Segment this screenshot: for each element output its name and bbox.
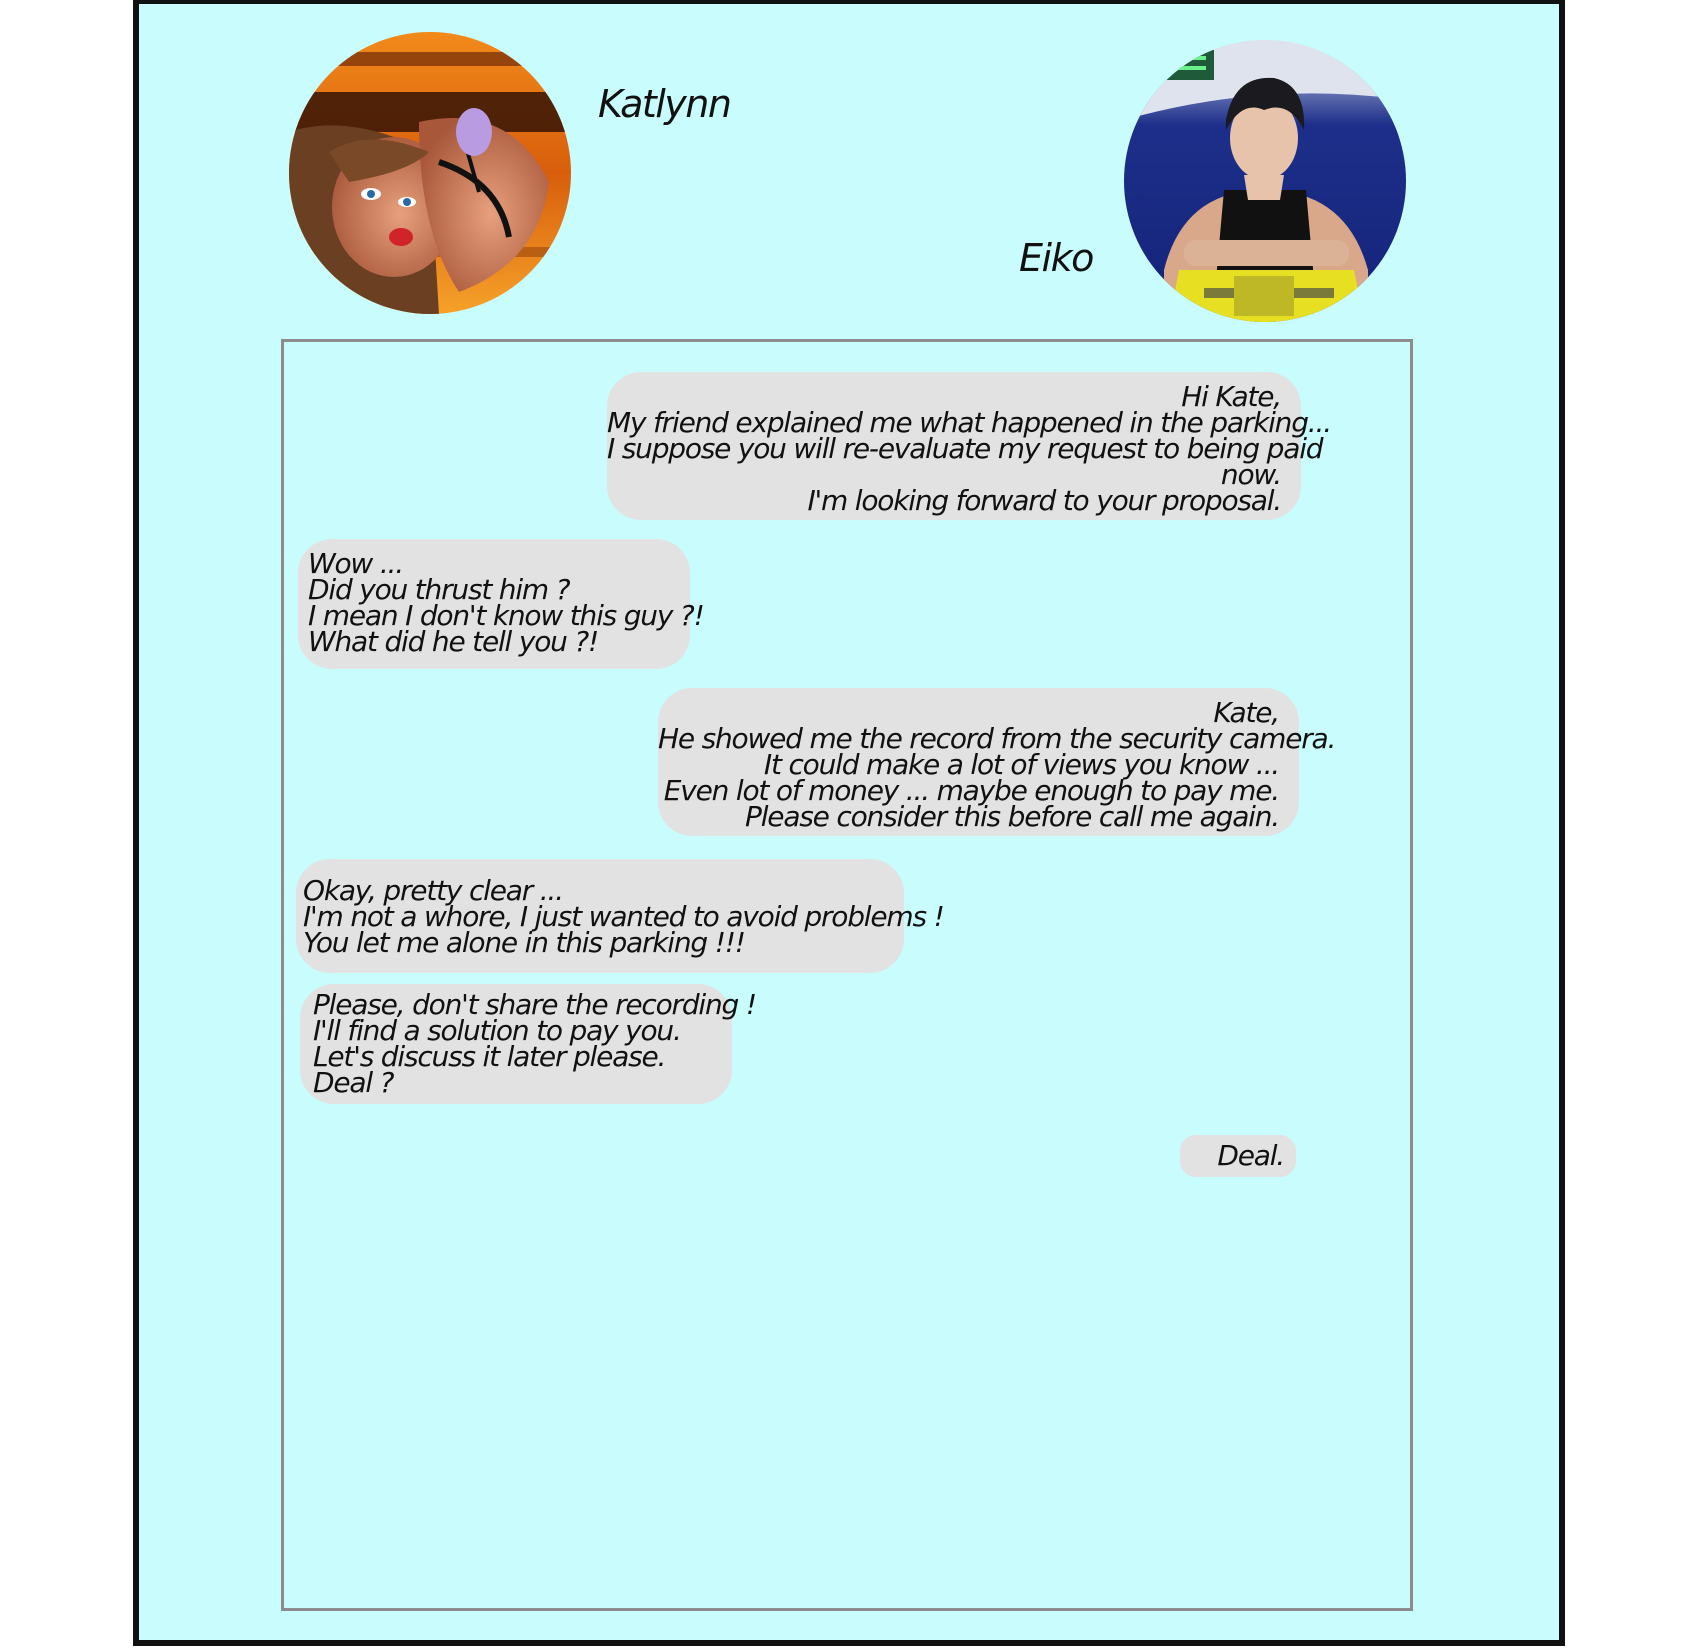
message-line: What did he tell you ?! [308,625,599,658]
message-line: Deal. [1217,1139,1284,1172]
message-line: Even lot of money ... maybe enough to pay me. [663,774,1279,807]
message-line: I mean I don't know this guy ?! [308,599,704,632]
message-line: I'm looking forward to your proposal. [807,484,1281,517]
message-line: You let me alone in this parking !!! [303,926,745,959]
message-bubble-eiko [607,372,1331,520]
avatar-eiko [1124,40,1406,322]
eiko-portrait-image [1124,40,1406,322]
message-line: Deal ? [313,1066,394,1099]
katlynn-portrait-image [289,32,571,314]
message-line: I'm not a whore, I just wanted to avoid problems ! [303,900,944,933]
message-line: Please, don't share the recording ! [313,988,756,1021]
message-line: Wow ... [308,547,403,580]
message-line: now. [1220,458,1281,491]
message-line: I suppose you will re-evaluate my request to being paid [607,432,1323,465]
contact-name-eiko: Eiko [1019,236,1093,280]
message-line: It could make a lot of views you know ... [763,748,1279,781]
message-line: Did you thrust him ? [308,573,570,606]
message-bubble-katlynn [298,539,704,669]
message-line: My friend explained me what happened in the parking... [607,406,1331,439]
message-line: He showed me the record from the security camera. [658,722,1336,755]
message-line: Kate, [1213,696,1279,729]
chat-panel-frame [133,0,1565,1646]
avatar-katlynn [289,32,571,314]
message-line: Hi Kate, [1181,380,1281,413]
contact-name-katlynn: Katlynn [598,82,731,126]
message-line: Let's discuss it later please. [313,1040,666,1073]
message-line: Please consider this before call me again. [745,800,1279,833]
message-bubble-eiko [658,688,1336,836]
message-bubble-eiko [1180,1135,1296,1177]
message-line: Okay, pretty clear ... [303,874,563,907]
message-bubble-katlynn [300,984,756,1104]
message-bubble-katlynn [296,859,944,973]
message-line: I'll find a solution to pay you. [313,1014,681,1047]
message-thread[interactable] [281,339,1413,1611]
